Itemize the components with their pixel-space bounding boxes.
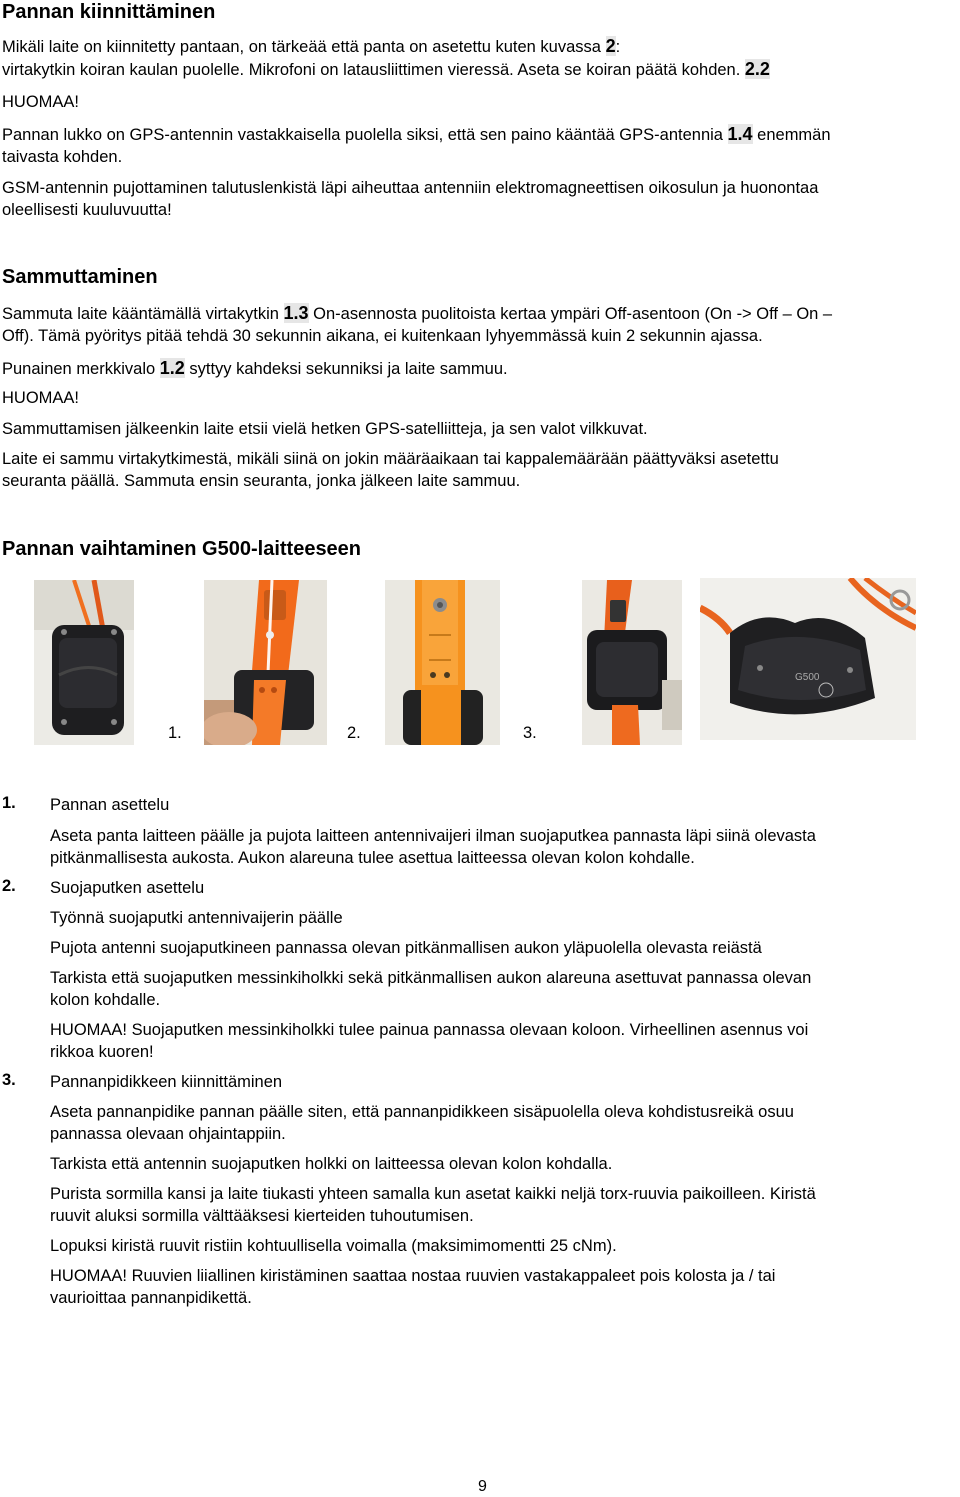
section-heading-collar-change: Pannan vaihtaminen G500-laitteeseen: [2, 538, 362, 560]
step-paragraph: Lopuksi kiristä ruuvit ristiin kohtuullisella voimalla (maksimimomentti 25 cNm).: [50, 1237, 617, 1255]
text-run: Mikäli laite on kiinnitetty pantaan, on tärkeää että panta on asetettu kuten kuvassa: [2, 38, 606, 56]
text-run: HUOMAA! Suojaputken messinkiholkki tulee painua pannassa olevaan koloon. Virheellinen asennus voi: [50, 1021, 809, 1039]
text-run: :: [615, 38, 621, 56]
text-run: Punainen merkkivalo: [2, 360, 160, 378]
shutdown-paragraph-2: [2, 357, 508, 380]
text-run: pitkänmallisesta aukosta. Aukon alareuna tulee asettua laitteessa olevan kolon kohdalle.: [50, 849, 695, 867]
step-title: Suojaputken asettelu: [50, 879, 205, 897]
text-run: On-asennosta puolitoista kertaa ympäri Off-asentoon (On -> Off – On –: [308, 305, 833, 323]
photo-collar-antenna-2: [204, 580, 327, 745]
step-paragraph: [50, 1101, 955, 1145]
step-paragraph: Pujota antenni suojaputkineen pannassa olevan pitkänmallisen aukon yläpuolella olevasta reiästä: [50, 939, 762, 957]
step-title: Pannan asettelu: [50, 796, 170, 814]
step-number: 2.: [2, 877, 16, 895]
attachment-paragraph-3: [2, 177, 960, 221]
shutdown-paragraph-4: [2, 448, 960, 492]
note-label: HUOMAA!: [2, 93, 80, 111]
step-paragraph: Tarkista että antennin suojaputken holkki on laitteessa olevan kolon kohdalla.: [50, 1155, 613, 1173]
text-run: syttyy kahdeksi sekunniksi ja laite sammuu.: [184, 360, 508, 378]
text-run: vaurioittaa pannanpidikettä.: [50, 1289, 252, 1307]
photo-label-2: 2.: [347, 724, 361, 742]
text-run: Off). Tämä pyöritys pitää tehdä 30 sekunnin aikana, ei kuitenkaan lyhyemmässä kuin 2 sekunnin ajassa.: [2, 327, 763, 345]
text-run: Laite ei sammu virtakytkimestä, mikäli siinä on jokin määräaikaan tai kappalemäärään päättyväksi asetettu: [2, 450, 779, 468]
section-heading-attachment: Pannan kiinnittäminen: [2, 1, 216, 23]
photo-device-with-holder-4: [582, 580, 682, 745]
text-run: oleellisesti kuuluvuutta!: [2, 201, 172, 219]
step-paragraph: [50, 1019, 955, 1063]
step-paragraph: Työnnä suojaputki antennivaijerin päälle: [50, 909, 343, 927]
text-run: kolon kohdalle.: [50, 991, 161, 1009]
step-paragraph: [50, 1265, 955, 1309]
figure-ref: 1.4: [727, 124, 753, 144]
text-run: rikkoa kuoren!: [50, 1043, 154, 1061]
photo-device-with-collar-1: [34, 580, 134, 745]
text-run: virtakytkin koiran kaulan puolelle. Mikrofoni on latausliittimen vieressä. Aseta se koiran päätä kohden.: [2, 61, 745, 79]
figure-ref: 2.2: [744, 59, 770, 79]
step-paragraph: [50, 825, 955, 869]
step-number: 3.: [2, 1071, 16, 1089]
text-run: Purista sormilla kansi ja laite tiukasti yhteen samalla kun asetat kaikki neljä torx-ruuvia paikoilleen. Kiristä: [50, 1185, 816, 1203]
page-number: 9: [478, 1478, 487, 1495]
text-run: Aseta pannanpidike pannan päälle siten, että pannanpidikkeen sisäpuolella oleva kohdistusreikä osuu: [50, 1103, 794, 1121]
photo-label-1: 1.: [168, 724, 182, 742]
shutdown-paragraph-3: Sammuttamisen jälkeenkin laite etsii vielä hetken GPS-satelliitteja, ja sen valot vilkkuvat.: [2, 420, 648, 438]
text-run: Pannan lukko on GPS-antennin vastakkaisella puolella siksi, että sen paino kääntää GPS-antennia: [2, 126, 728, 144]
section-heading-shutdown: Sammuttaminen: [2, 266, 158, 288]
step-title: Pannanpidikkeen kiinnittäminen: [50, 1073, 283, 1091]
text-run: pannassa olevaan ohjaintappiin.: [50, 1125, 286, 1143]
step-number: 1.: [2, 794, 16, 812]
attachment-paragraph-2: [2, 123, 960, 168]
text-run: seuranta päällä. Sammuta ensin seuranta, jonka jälkeen laite sammuu.: [2, 472, 521, 490]
text-run: Tarkista että suojaputken messinkiholkki sekä pitkänmallisen aukon alareuna asettuvat pannassa olevan: [50, 969, 812, 987]
photo-collar-closeup-3: [385, 580, 500, 745]
text-run: HUOMAA! Ruuvien liiallinen kiristäminen saattaa nostaa ruuvien vastakappaleet pois kolosta ja / tai: [50, 1267, 776, 1285]
shutdown-paragraph-1: [2, 302, 960, 347]
step-paragraph: [50, 967, 955, 1011]
figure-ref: 1.2: [159, 358, 185, 378]
text-run: Sammuta laite kääntämällä virtakytkin: [2, 305, 284, 323]
step-paragraph: [50, 1183, 955, 1227]
photo-device-back-5: [700, 578, 916, 740]
text-run: GSM-antennin pujottaminen talutuslenkistä läpi aiheuttaa antenniin elektromagneettisen oikosulun ja huonontaa: [2, 179, 819, 197]
text-run: taivasta kohden.: [2, 148, 123, 166]
text-run: ruuvit aluksi sormilla välttääksesi kierteiden tuhoutumisen.: [50, 1207, 474, 1225]
text-run: enemmän: [752, 126, 831, 144]
svg-text:G500: G500: [795, 672, 820, 683]
figure-ref: 1.3: [283, 303, 309, 323]
attachment-paragraph-1: [2, 35, 952, 81]
figure-ref: 2: [605, 36, 616, 56]
photo-label-3: 3.: [523, 724, 537, 742]
text-run: Aseta panta laitteen päälle ja pujota laitteen antennivaijeri ilman suojaputkea pannasta läpi siinä olevasta: [50, 827, 816, 845]
note-label: HUOMAA!: [2, 389, 80, 407]
